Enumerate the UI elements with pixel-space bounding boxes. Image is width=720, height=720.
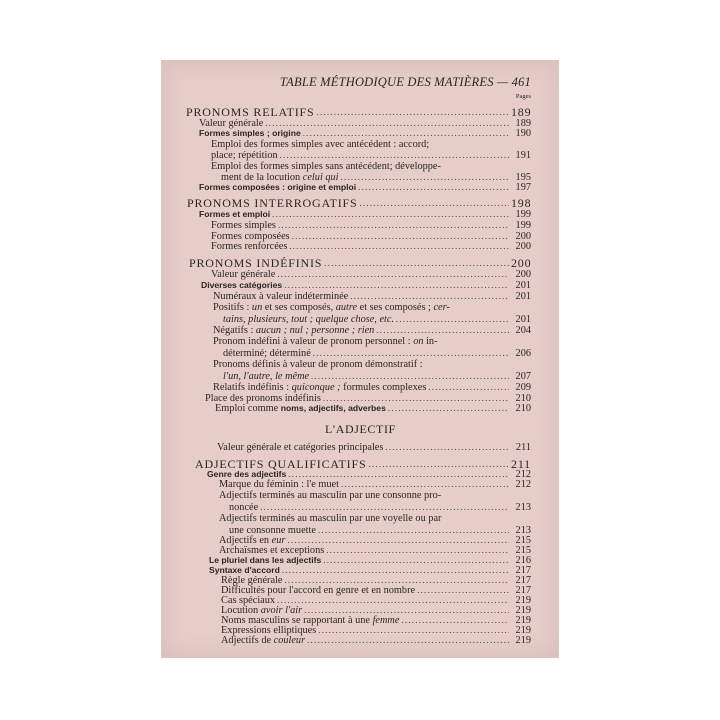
toc-entry: Diverses catégories ..... 201 xyxy=(201,279,531,291)
toc-entry: Formes renforcées ..... 200 xyxy=(211,240,531,252)
toc-entry: place; répétition ..... 191 xyxy=(211,149,531,161)
toc-entry: PRONOMS RELATIFS ..... 189 xyxy=(186,106,531,118)
toc-entry: Syntaxe d'accord ..... 217 xyxy=(209,564,531,576)
toc-entry: Difficultés pour l'accord en genre et en nombre ..... 217 xyxy=(221,584,531,596)
toc-entry-line: Pronom indéfini à valeur de pronom personnel : on in- xyxy=(213,336,438,347)
section-heading: L'ADJECTIF xyxy=(325,422,396,436)
toc-entry: Expressions elliptiques ..... 219 xyxy=(221,624,531,636)
toc-entry-line: Pronoms définis à valeur de pronom démonstratif : xyxy=(213,359,423,370)
toc-entry: PRONOMS INDÉFINIS ..... 200 xyxy=(189,257,531,269)
toc-entry: Place des pronoms indéfinis ..... 210 xyxy=(205,392,531,404)
toc-entry: Valeur générale ..... 189 xyxy=(199,117,531,129)
toc-entry: Le pluriel dans les adjectifs ..... 216 xyxy=(209,554,531,566)
toc-entry: Noms masculins se rapportant à une femme ..... 219 xyxy=(221,614,531,626)
running-title: TABLE MÉTHODIQUE DES MATIÈRES — 461 xyxy=(279,75,531,89)
toc-entry-line: Emploi des formes simples avec antécédent : accord; xyxy=(211,139,430,150)
toc-entry: Formes simples ; origine ..... 190 xyxy=(199,127,531,139)
toc-entry: Valeur générale et catégories principales ..... 211 xyxy=(217,441,531,453)
toc-entry: Formes composées ..... 200 xyxy=(211,230,531,242)
toc-entry-line: Adjectifs terminés au masculin par une consonne pro- xyxy=(219,490,442,501)
toc-entry: noncée ..... 213 xyxy=(229,501,531,513)
toc-entry-line: Emploi des formes simples sans antécédent; développe- xyxy=(211,161,441,172)
toc-entry: déterminé; déterminé ..... 206 xyxy=(223,347,531,359)
toc-entry: l'un, l'autre, le même ..... 207 xyxy=(223,370,531,382)
toc-entry: Relatifs indéfinis : quiconque ; formules complexes ..... 209 xyxy=(213,381,531,393)
toc-entry: tains, plusieurs, tout ; quelque chose, etc. ..... 201 xyxy=(223,313,531,325)
toc-entry: ADJECTIFS QUALIFICATIFS ..... 211 xyxy=(195,458,531,470)
toc-entry: Valeur générale ..... 200 xyxy=(211,268,531,280)
book-page xyxy=(161,60,559,658)
toc-entry: Marque du féminin : l'e muet ..... 212 xyxy=(219,478,531,490)
toc-entry: Locution avoir l'air ..... 219 xyxy=(221,604,531,616)
toc-entry: Adjectifs en eur ..... 215 xyxy=(219,534,531,546)
toc-entry-line: Positifs : un et ses composés, autre et ses composés ; cer- xyxy=(213,302,450,313)
toc-entry: ment de la locution celui qui ..... 195 xyxy=(221,171,531,183)
toc-entry: Adjectifs de couleur ..... 219 xyxy=(221,634,531,646)
toc-entry: Formes et emploi ..... 199 xyxy=(199,208,531,220)
toc-entry: Formes composées : origine et emploi ..... 197 xyxy=(199,181,531,193)
toc-entry: Genre des adjectifs ..... 212 xyxy=(207,468,531,480)
toc-entry: Négatifs : aucun ; nul ; personne ; rien ..... 204 xyxy=(213,324,531,336)
page-header xyxy=(161,75,531,90)
toc-entry: Emploi comme noms, adjectifs, adverbes ..... 210 xyxy=(215,402,531,414)
toc-entry-line: Adjectifs terminés au masculin par une voyelle ou par xyxy=(219,513,442,524)
toc-entry: Formes simples ..... 199 xyxy=(211,219,531,231)
pages-column-label: Pages xyxy=(515,93,531,100)
toc-entry: Archaïsmes et exceptions ..... 215 xyxy=(219,544,531,556)
toc-entry: une consonne muette ..... 213 xyxy=(229,524,531,536)
toc-entry: Numéraux à valeur indéterminée ..... 201 xyxy=(213,290,531,302)
toc-entry: PRONOMS INTERROGATIFS ..... 198 xyxy=(187,197,531,209)
toc-entry: Règle générale ..... 217 xyxy=(221,574,531,586)
toc-entry: Cas spéciaux ..... 219 xyxy=(221,594,531,606)
